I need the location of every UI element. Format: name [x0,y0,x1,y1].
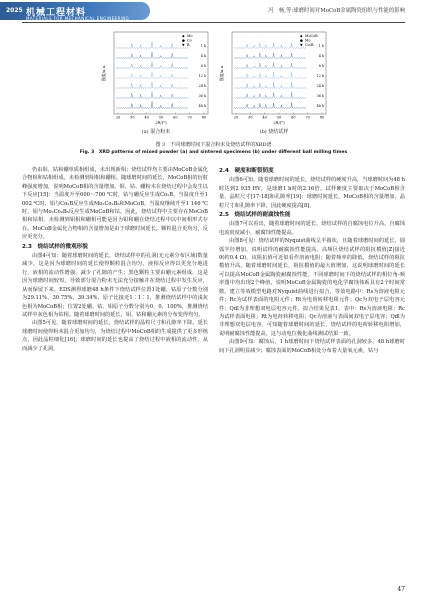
right-column [219,166,405,355]
xrd-pattern-line [116,92,188,99]
pattern-label: 36 h [198,94,206,98]
legend-marker: ▼ [182,43,185,47]
section-heading: 2.5 烧结试样的耐腐蚀性能 [219,212,291,219]
legend-label: Mo [187,34,193,38]
x-tick-label: 30 [130,115,135,120]
paragraph: 仍由钼、钴和硼单质相组成，未出现新相；烧结试样均主要由MoCoB金属化合物相和钴相组成，未检测到钼相和硼相。随球磨时间的延长，MoCoB相的衍射峰强度增加，说明MoCoB相的含量增加。钼、钴、硼粉末在烧结过程中会发生以下反应[15]：当温度升至600～700 ℃时，钴与硼反应生成Co₂B，当温度升至1 002 ℃时，钼与Co₂B反应生成Mo₂Co₂B₆和MoCoB，当温度继续升至1 146 ℃时，钼与Mo₂Co₂B₆反应生成MoCoB和钴。因此，烧结试样中主要存在MoCoB相和钴相，未检测到钼相和硼相可能是因为钼和硼在烧结过程中以中间相形式存在。MoCoB金属化合物相的含量增加是由于球磨时间延长，颗粒混合更均匀，反应更充分。 [22,167,208,241]
y-axis-label: 强度/a.u. [101,64,106,82]
paragraph: 由图5可见，随着球磨时间的延长，烧结试样的晶粒尺寸和孔隙率下降。延长球磨时间使得粉末混合更加均匀，为烧结过程中MoCoB相的生成提供了更多形核点，因此晶粒细化[16]；球磨时间的延长也提高了烧结过程中液相的流动性，从而减少了孔洞。 [22,320,208,352]
paragraph: 由图9可知：腐蚀后，1 h球磨时间下烧结试样表面的孔洞较多，48 h球磨时间下孔洞明显减少；腐蚀表面的MoCoB相处分布着大量氧元素，钴与 [219,339,405,354]
paragraph: 由图4可知：随着球磨时间的延长，烧结试样中的孔洞(无元素分布区域)数量减少，这是因为球磨时间的延长使得颗粒混合均匀，液相反应得以更充分地进行，液相的流动性增强，减少了孔隙的产生；黑色颗粒主要由硼元素组成，这是因为球磨时间较短，导致部分混合粉末无法充分接触并在烧结过程中发生反应，从而保留下来。EDS测得球磨48 h条件下烧结试样位置1处硼、钴原子分数分别为29.11%、30.75%、39.34%，原子比接近1∶1∶1，推测烧结试样中的浅灰色相为MoCoB相；位置2处硼、钴、钼原子分数分别为0、0、100%，推测烧结试样中灰色相为钴相。随着球磨时间的延长，钼、钴和硼元素的分布变得均匀。 [22,253,208,318]
logo-year: 2025 [6,7,23,14]
xrd-pattern-line [234,82,306,88]
x-tick-label: 70 [305,115,310,120]
x-tick-label: 50 [276,115,282,120]
pattern-label: 12 h [316,74,324,78]
pattern-label: 48 h [198,104,206,108]
legend-marker: ◆ [300,34,303,38]
paragraph: 由图8可见：烧结试样的Nyquist曲线呈半圆状，且随着球磨时间的延长，圆弧半径增加，说明试样的耐腐蚀性能提高。高频区烧结试样的阻抗模值|Z|接近0(约0.4 Ω)，该阻抗值可近似看作溶液电阻；随着频率的降低，烧结试样的阻抗模值升高。随着球磨时间延长，阻抗模值的最大值增加，这说明球磨时间的延长可以提高MoCoB金属陶瓷耐腐蚀性能。不同球磨时间下的烧结试样的相位角-频率图中均出现2个峰值，说明MoCoB金属陶瓷的电化学腐蚀体系具有2个时间常数。建立等效模型电路对Nyquist曲线进行拟合，等效电路中：Rs为溶液电阻元件；Rc为试样表面的电阻元件；Rt为电荷转移电阻元件；Qc为双电子层电容元件；Qdl为非理想双电层电容元件。拟合结果见表1，表中：Rs为溶液电阻；Rc为试样表面电阻；Rt为电荷转移电阻；Qc为溶液与表面间双电子层电容；Qdl为非理想双电层电容。可知随着球磨时间的延长，烧结试样的电荷转移电阻增加，说明耐腐蚀性能提高，这与动电位极化曲线测试结果一致。 [219,238,405,337]
pattern-label: 8 h [318,64,324,68]
legend-label: MoCoB [305,34,318,38]
x-tick-label: 80 [201,115,207,120]
xrd-pattern-line [234,63,306,69]
pattern-label: 1 h [318,44,324,48]
legend-marker: ● [300,38,303,43]
x-tick-label: 20 [115,115,121,120]
page-header [0,0,427,24]
pattern-label: 12 h [198,74,206,78]
xrd-panel-b [218,28,330,128]
figure-caption-cn: 图 3 不同球磨时间下混合粉末及烧结试样的XRD谱 [155,142,272,148]
x-tick-label: 40 [262,115,267,120]
pattern-label: 1 h [200,44,206,48]
x-tick-label: 80 [319,115,325,120]
xrd-pattern-line [234,72,306,78]
x-tick-label: 60 [291,115,296,120]
header-rule [22,22,405,23]
x-tick-label: 50 [158,115,164,120]
pattern-label: 24 h [198,84,206,88]
xrd-plot [218,28,330,128]
running-title: 冯 畅,等:球磨时间对MoCoB金属陶瓷组织与性能的影响 [268,8,405,14]
xrd-pattern-line [234,92,306,98]
journal-logo [0,2,150,20]
pattern-label: 24 h [316,84,324,88]
legend-label: Co₂B [305,43,314,47]
legend-marker: ▼ [300,43,303,47]
x-tick-label: 30 [248,115,253,120]
figure-3 [100,28,330,138]
x-tick-label: 60 [173,115,178,120]
plot-frame [114,32,208,114]
xrd-pattern-line [234,53,306,59]
xrd-pattern-line [116,62,188,68]
section-heading: 2.3 烧结试样的微观形貌 [22,243,88,250]
paragraph: 由图6可知，随着球磨时间的延长，烧结试样的硬度升高，当球磨时间为48 h时达到2 935 HV，是球磨1 h时的2.16倍。试样硬度主要取决于MoCoB相含量、晶粒尺寸[17-18]和孔隙率[19]：球磨时间延长，MoCoB相的含量增加，晶粒尺寸和孔隙率下降，因此硬度提高[8]。 [219,177,405,209]
section-heading: 2.4 硬度和断裂韧度 [219,168,274,174]
legend-label: B [187,43,190,47]
xrd-panel-a [100,28,212,128]
x-tick-label: 40 [144,115,149,120]
pattern-label: 4 h [200,54,206,58]
xrd-pattern-line [116,42,188,49]
xrd-pattern-line [116,82,188,88]
pattern-label: 4 h [318,54,324,58]
legend-marker: ● [182,38,185,43]
logo-title-en: MATERIALS FOR MECHANICAL ENGINEERING [26,16,130,21]
x-axis-label: 2θ/(°) [155,120,167,125]
y-axis-label: 强度/a.u. [219,64,224,82]
pattern-label: 8 h [200,64,206,68]
panel-b-caption: (b) 烧结试样 [259,129,289,135]
xrd-pattern-line [116,52,188,58]
legend-marker: ◆ [182,34,185,38]
pattern-label: 48 h [316,104,324,108]
x-tick-label: 70 [187,115,192,120]
panel-a-caption: (a) 混合粉末 [141,129,171,135]
xrd-pattern-line [234,43,306,49]
paragraph: 由图7可以看出，随着球磨时间的延长，烧结试样的自腐蚀电位升高，自腐蚀电流密度减小，耐腐蚀性能提高。 [219,221,405,236]
left-column [22,166,208,353]
xrd-pattern-line [116,102,188,109]
figure-caption-en: Fig. 3 XRD patterns of mixed powder (a) and sintered specimens (b) under different ball milling times [79,150,348,155]
xrd-pattern-line [116,72,188,78]
legend-label: Co [187,38,192,43]
xrd-plot [100,28,212,128]
logo-title-cn: 机械工程材料 [26,8,87,18]
page-number: 47 [397,586,405,593]
xrd-pattern-line [234,103,306,109]
x-tick-label: 20 [233,115,239,120]
pattern-label: 36 h [316,94,324,98]
x-axis-label: 2θ/(°) [273,120,285,125]
legend-label: Mo [305,38,311,43]
